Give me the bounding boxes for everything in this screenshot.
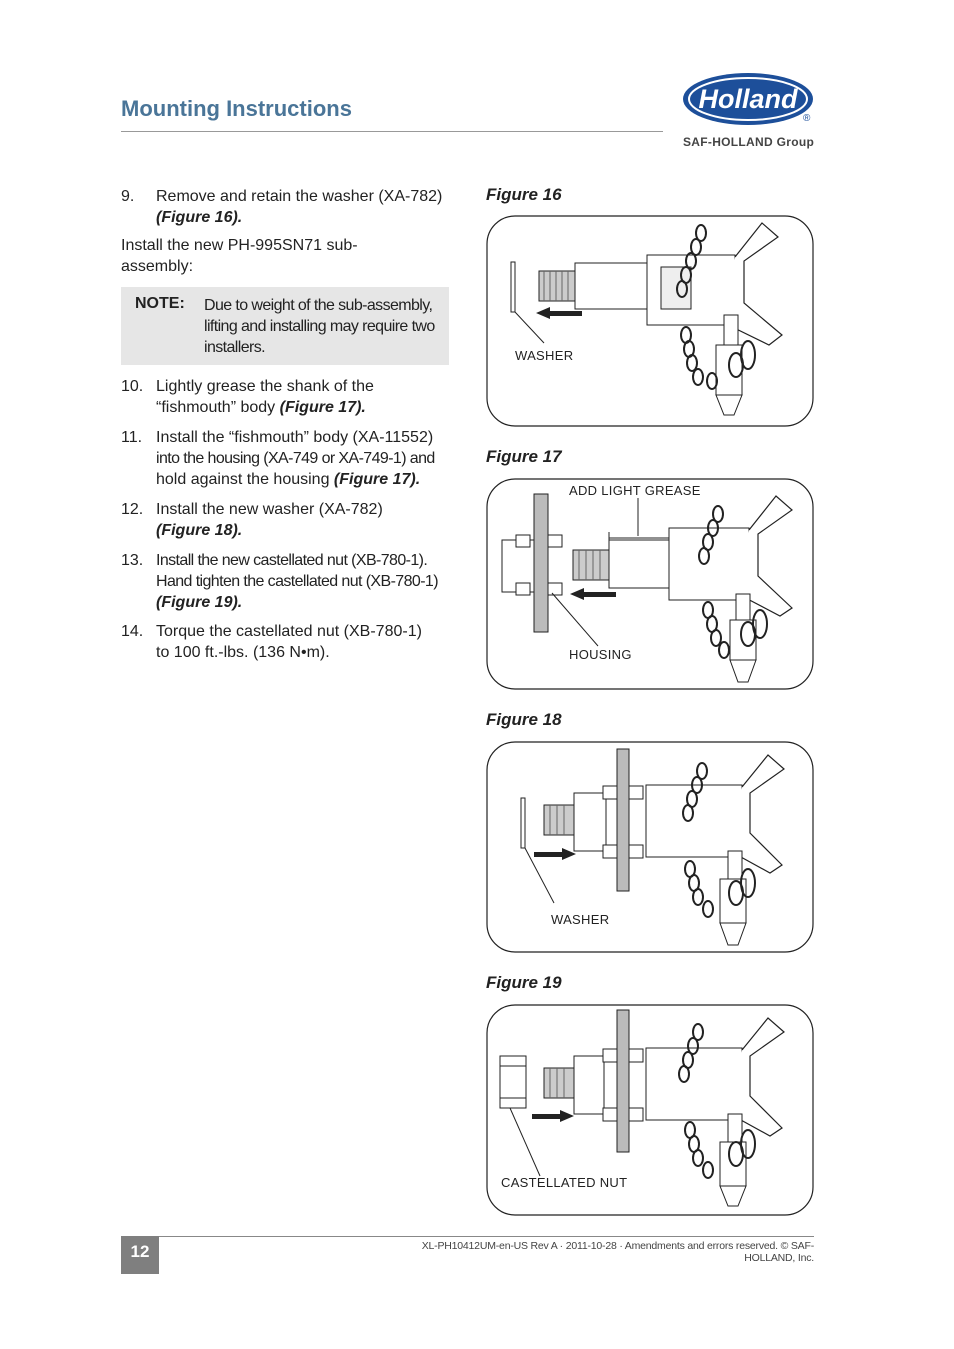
figure-17 [486,478,814,690]
castellated-nut-label: CASTELLATED NUT [501,1175,628,1190]
step-9: 9. Remove and retain the washer (XA-782) (Figure 16). [121,188,443,226]
figure-18-title: Figure 18 [486,710,562,729]
group-name: SAF-HOLLAND Group [683,135,815,149]
housing-label: HOUSING [569,647,632,662]
step-10: 10. Lightly grease the shank of the “fishmouth” body (Figure 17). [121,378,374,416]
footer-divider [121,1236,814,1237]
page-number: 12 [121,1236,159,1274]
figure-18 [486,741,814,953]
add-light-grease-label: ADD LIGHT GREASE [569,483,701,498]
step-13: 13. Install the new castellated nut (XB-780-1). Hand tighten the castellated nut (XB-780-1) (Figure 19). [121,552,438,611]
figure-19 [486,1004,814,1216]
step-12: 12. Install the new washer (XA-782) (Figure 18). [121,501,383,539]
figure-17-title: Figure 17 [486,447,562,466]
holland-logo [682,72,816,128]
figure-16-title: Figure 16 [486,185,562,204]
washer-label-2: WASHER [551,912,610,927]
note-box [121,287,449,365]
note-label: NOTE: [135,295,185,312]
page-title: Mounting Instructions [121,96,352,121]
svg-text:Holland: Holland [698,84,798,114]
step-11: 11. Install the “fishmouth” body (XA-11552) into the housing (XA-749 or XA-749-1) and hold against the housing (Figure 17). [121,429,435,488]
figure-16 [486,215,814,427]
footer-text: XL-PH10412UM-en-US Rev A · 2011-10-28 · Amendments and errors reserved. © SAF-HOLLAND, Inc. [421,1240,814,1264]
subheading: Install the new PH-995SN71 sub-assembly: [121,237,358,275]
registered-mark: ® [803,113,811,124]
note-text: Due to weight of the sub-assembly, lifting and installing may require two installers. [204,297,435,356]
washer-label: WASHER [515,348,574,363]
figure-19-title: Figure 19 [486,973,562,992]
step-14: 14. Torque the castellated nut (XB-780-1) to 100 ft.-lbs. (136 N•m). [121,623,422,661]
title-divider [121,131,663,132]
